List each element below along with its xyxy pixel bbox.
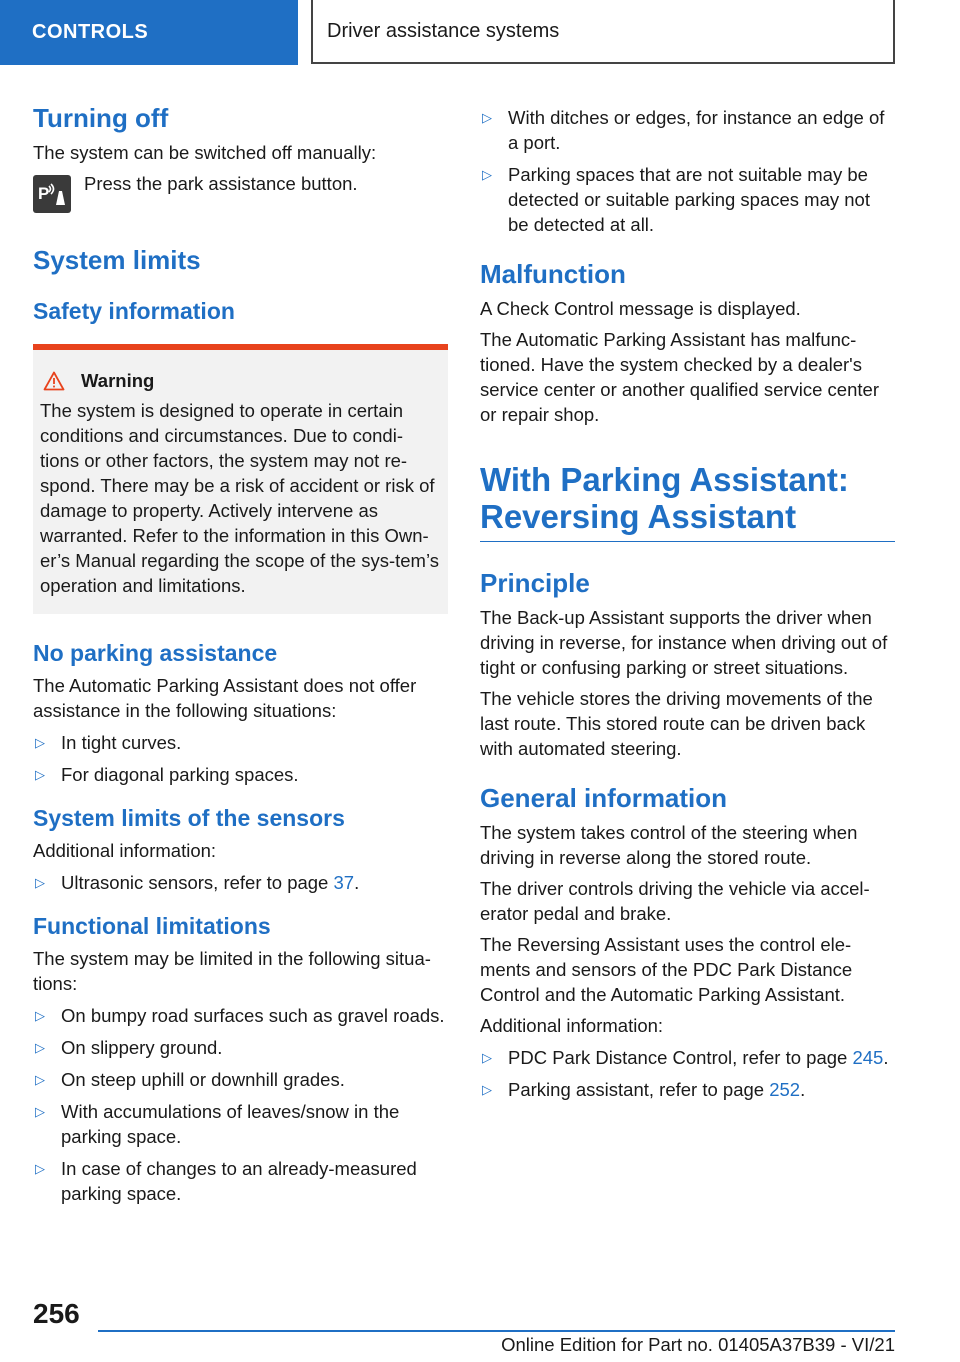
heading-system-limits: System limits: [33, 245, 201, 275]
list-item: [33, 1067, 447, 1092]
list-item-text: In tight curves.: [61, 732, 182, 753]
warning-box: [33, 344, 448, 614]
sensor-list: [33, 870, 447, 895]
functional-text: The system may be limited in the following situa-tions:: [33, 948, 431, 994]
heading-functional-limitations: Functional limitations: [33, 913, 271, 939]
malfunction-p1: A Check Control message is displayed.: [480, 298, 801, 319]
list-item: [33, 730, 447, 755]
list-item-text: On steep uphill or downhill grades.: [61, 1069, 345, 1090]
triangle-bullet-icon: ▷: [35, 767, 45, 782]
list-item: [480, 105, 895, 155]
page-number: 256: [33, 1298, 80, 1329]
general-p3: The Reversing Assistant uses the control ele-ments and sensors of the PDC Park Distance Control and the Automatic Parking Assistant.: [480, 934, 853, 1005]
triangle-bullet-icon: ▷: [35, 1072, 45, 1087]
list-item-text: PDC Park Distance Control, refer to page: [508, 1047, 853, 1068]
principle-p1: The Back-up Assistant supports the driver when driving in reverse, for instance when driving out of tight or confusing parking or street situations.: [480, 607, 888, 678]
chapter-title: Driver assistance systems: [327, 19, 560, 42]
triangle-bullet-icon: ▷: [482, 167, 492, 182]
heading-line-2: Reversing Assistant: [480, 498, 797, 535]
list-item: [33, 1156, 447, 1206]
list-item: [33, 1099, 447, 1149]
list-item-text: On slippery ground.: [61, 1037, 223, 1058]
triangle-bullet-icon: ▷: [35, 875, 45, 890]
button-instruction: Press the park assistance button.: [84, 173, 358, 194]
no-parking-text: The Automatic Parking Assistant does not offer assistance in the following situations:: [33, 675, 417, 721]
list-item: [33, 1003, 447, 1028]
list-item: [33, 870, 447, 895]
list-item: [480, 1045, 895, 1070]
section-tab: [0, 0, 298, 65]
general-p1: The system takes control of the steering when driving in reverse along the stored route.: [480, 822, 858, 868]
heading-malfunction: Malfunction: [480, 259, 626, 289]
list-item-text: On bumpy road surfaces such as gravel roads.: [61, 1005, 445, 1026]
list-item: [33, 762, 447, 787]
edition-text: Online Edition for Part no. 01405A37B39 - VI/21: [501, 1334, 895, 1355]
left-column: [33, 100, 447, 1213]
turning-off-text: The system can be switched off manually:: [33, 142, 377, 163]
page-link-37[interactable]: 37: [333, 872, 355, 893]
heading-sensor-limits: System limits of the sensors: [33, 805, 345, 831]
sensor-limits-text: Additional information:: [33, 840, 217, 861]
general-list: [480, 1045, 895, 1102]
heading-principle: Principle: [480, 568, 590, 598]
triangle-bullet-icon: ▷: [35, 1104, 45, 1119]
warning-title-row: [40, 370, 440, 392]
page-link-245[interactable]: 245: [852, 1047, 884, 1068]
warning-icon: [43, 371, 65, 391]
list-item-text: Ultrasonic sensors, refer to page: [61, 872, 334, 893]
list-item: [480, 1077, 895, 1102]
heading-safety-information: Safety information: [33, 298, 235, 324]
list-item-text: With accumulations of leaves/snow in the parking space.: [61, 1101, 400, 1147]
heading-general-information: General information: [480, 783, 728, 813]
heading-no-parking-assistance: No parking assistance: [33, 640, 278, 666]
general-p4: Additional information:: [480, 1015, 664, 1036]
svg-text:P: P: [38, 184, 50, 203]
warning-title: Warning: [81, 370, 155, 391]
list-item-text: Parking assistant, refer to page: [508, 1079, 770, 1100]
heading-reversing-assistant: [480, 461, 895, 535]
list-item: [33, 1035, 447, 1060]
section-label: CONTROLS: [32, 21, 149, 43]
no-parking-list: [33, 730, 447, 787]
list-item-suffix: .: [800, 1079, 806, 1100]
list-item-text: Parking spaces that are not suitable may be detected or suitable parking spaces may not be detected at all.: [508, 164, 870, 235]
right-column: [480, 105, 895, 1109]
heading-line-1: With Parking Assistant:: [480, 461, 849, 498]
principle-p2: The vehicle stores the driving movements of the last route. This stored route can be driven back with automated steering.: [480, 688, 873, 759]
triangle-bullet-icon: ▷: [35, 1040, 45, 1055]
triangle-bullet-icon: ▷: [482, 1082, 492, 1097]
list-item-suffix: .: [354, 872, 360, 893]
heading-rule: [480, 541, 895, 542]
page-link-252[interactable]: 252: [769, 1079, 801, 1100]
list-item-suffix: .: [883, 1047, 889, 1068]
list-item-text: With ditches or edges, for instance an edge of a port.: [508, 107, 885, 153]
list-item: [480, 162, 895, 237]
chapter-header: [311, 0, 895, 64]
continued-list: [480, 105, 895, 237]
warning-text: The system is designed to operate in certain conditions and circumstances. Due to condi-tions or other factors, the system may not re-spond. There may be a risk of accident or risk of damage to property. Actively intervene as warranted. Refer to the information in this Own-er’s Manual regarding the scope of the sys-tem’s operation and limitations.: [40, 400, 439, 596]
list-item-text: For diagonal parking spaces.: [61, 764, 299, 785]
footer-rule: [98, 1330, 895, 1332]
general-p2: The driver controls driving the vehicle via accel-erator pedal and brake.: [480, 878, 870, 924]
triangle-bullet-icon: ▷: [482, 1050, 492, 1065]
heading-turning-off: Turning off: [33, 103, 169, 133]
list-item-text: In case of changes to an already-measured parking space.: [61, 1158, 417, 1204]
triangle-bullet-icon: ▷: [35, 735, 45, 750]
malfunction-p2: The Automatic Parking Assistant has malfunc-tioned. Have the system checked by a dealer's service center or another qualified service center or repair shop.: [480, 329, 879, 425]
functional-list: [33, 1003, 447, 1206]
park-assist-button-row: [33, 175, 447, 213]
triangle-bullet-icon: ▷: [482, 110, 492, 125]
park-assist-button-icon: [33, 175, 71, 213]
triangle-bullet-icon: ▷: [35, 1161, 45, 1176]
triangle-bullet-icon: ▷: [35, 1008, 45, 1023]
